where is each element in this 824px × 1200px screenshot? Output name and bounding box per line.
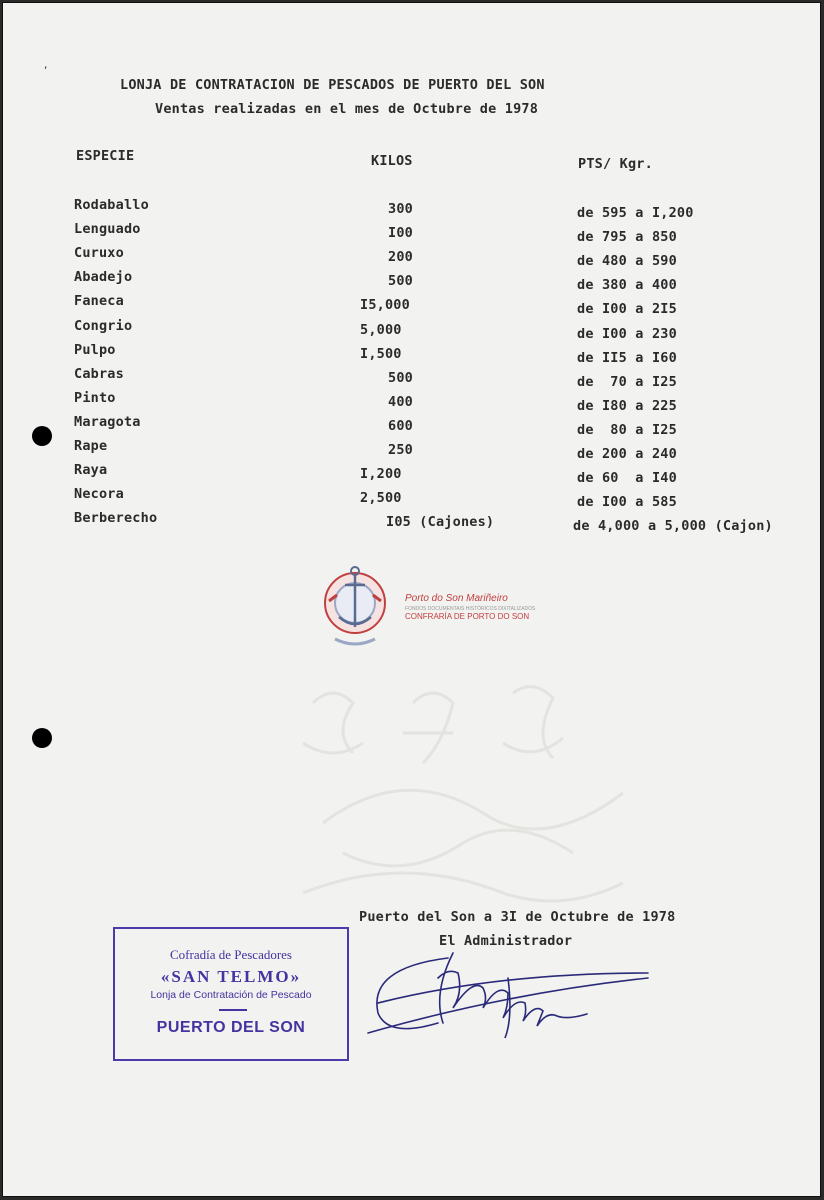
row-especie: Raya (74, 462, 108, 478)
row-pts: de 200 a 240 (577, 446, 677, 462)
row-especie: Curuxo (74, 245, 124, 261)
column-header-pts: PTS/ Kgr. (578, 156, 653, 172)
stamp-line-3: Lonja de Contratación de Pescado (150, 989, 312, 1001)
row-especie: Faneca (74, 293, 124, 309)
punch-hole (32, 426, 52, 446)
column-header-kilos: KILOS (371, 153, 413, 169)
stamp-line-1: Cofradía de Pescadores (169, 947, 292, 962)
row-pts: de I80 a 225 (577, 398, 677, 414)
place-date: Puerto del Son a 3I de Octubre de 1978 (359, 909, 676, 925)
row-pts: de 380 a 400 (577, 277, 677, 293)
row-especie: Abadejo (74, 269, 133, 285)
row-kilos: I,200 (360, 466, 402, 482)
administrator-signature (358, 938, 658, 1038)
stamp-divider (219, 1009, 247, 1011)
row-especie: Berberecho (74, 510, 158, 526)
row-kilos: I,500 (360, 346, 402, 362)
row-kilos: I00 (388, 225, 413, 241)
row-kilos: 250 (388, 442, 413, 458)
punch-hole (32, 728, 52, 748)
row-especie: Congrio (74, 318, 133, 334)
row-pts: de II5 a I60 (577, 350, 677, 366)
row-especie: Rape (74, 438, 108, 454)
row-kilos: 500 (388, 370, 413, 386)
corner-mark: , (43, 61, 49, 71)
row-kilos: I5,000 (360, 297, 410, 313)
row-especie: Pulpo (74, 342, 116, 358)
row-pts: de I00 a 585 (577, 494, 677, 510)
row-especie: Pinto (74, 390, 116, 406)
row-especie: Lenguado (74, 221, 141, 237)
row-especie: Cabras (74, 366, 124, 382)
row-pts: de 480 a 590 (577, 253, 677, 269)
archive-logo-tagline: FONDOS DOCUMENTAIS HISTÓRICOS DIXITALIZADOS (405, 606, 536, 612)
row-pts: de 80 a I25 (577, 422, 677, 438)
cofradia-stamp (113, 927, 349, 1061)
row-kilos: 2,500 (360, 490, 402, 506)
archive-logo-org: CONFRARÍA DE PORTO DO SON (405, 612, 530, 621)
row-kilos: 500 (388, 273, 413, 289)
stamp-line-4: PUERTO DEL SON (156, 1019, 306, 1036)
row-pts: de I00 a 2I5 (577, 301, 677, 317)
row-especie: Necora (74, 486, 124, 502)
archive-logo-text (405, 593, 535, 621)
row-kilos: 600 (388, 418, 413, 434)
document-page (2, 2, 821, 1197)
row-pts: de 70 a I25 (577, 374, 677, 390)
row-pts: de 60 a I40 (577, 470, 677, 486)
row-kilos: 200 (388, 249, 413, 265)
column-header-especie: ESPECIE (76, 148, 135, 164)
stamp-line-2: «SAN TELMO» (160, 967, 302, 986)
row-kilos: I05 (Cajones) (386, 514, 495, 530)
administrator-title: El Administrador (439, 933, 573, 949)
row-pts: de 795 a 850 (577, 229, 677, 245)
row-especie: Maragota (74, 414, 141, 430)
document-subtitle: Ventas realizadas en el mes de Octubre de 1978 (155, 101, 539, 117)
document-title: LONJA DE CONTRATACION DE PESCADOS DE PUERTO DEL SON (120, 77, 545, 93)
archive-logo-name: Porto do Son Mariñeiro (405, 593, 508, 604)
row-pts: de I00 a 230 (577, 326, 677, 342)
row-pts: de 595 a I,200 (577, 205, 694, 221)
row-kilos: 400 (388, 394, 413, 410)
row-pts: de 4,000 a 5,000 (Cajon) (573, 518, 773, 534)
row-kilos: 5,000 (360, 322, 402, 338)
row-especie: Rodaballo (74, 197, 149, 213)
row-kilos: 300 (388, 201, 413, 217)
